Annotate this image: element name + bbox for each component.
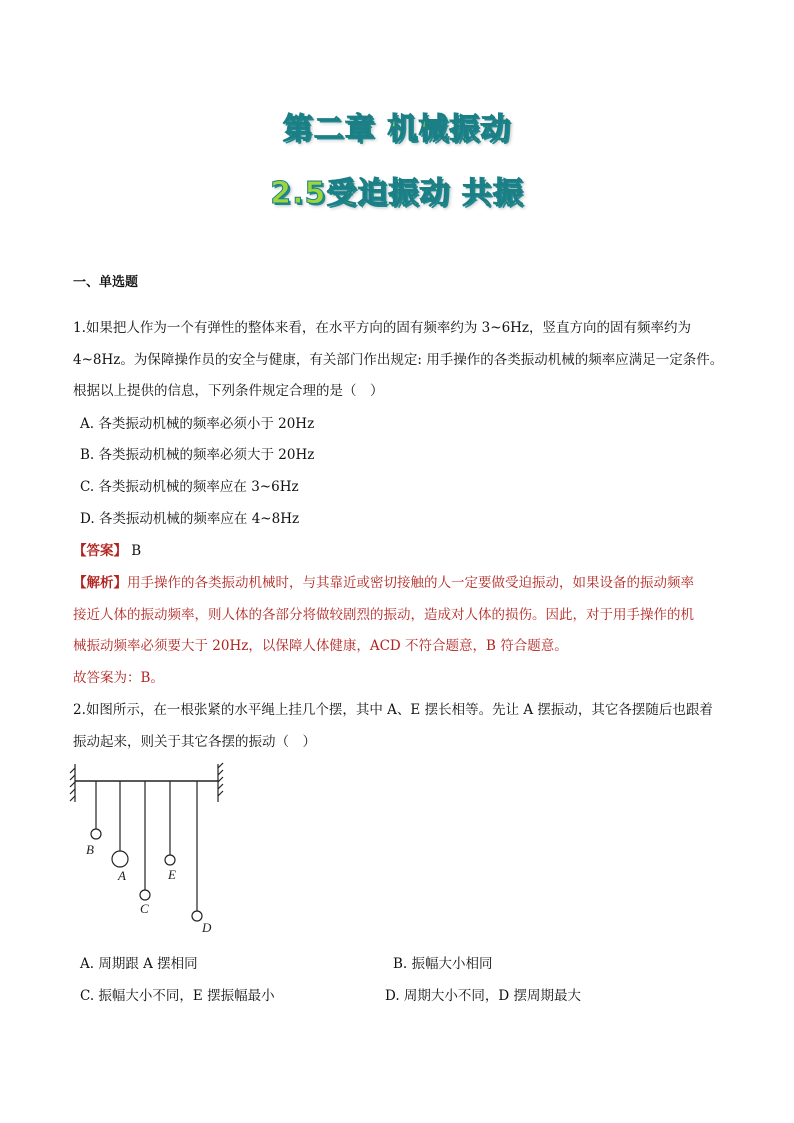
answer-value: B [127, 543, 142, 559]
q1-option-b: B. 各类振动机械的频率必须大于 20Hz [80, 447, 315, 463]
section-heading: 一、单选题 [73, 275, 139, 290]
pendulum-b-bob [91, 829, 101, 839]
label-e: E [168, 867, 176, 882]
left-wall-hatch [70, 768, 75, 801]
right-wall-hatch [218, 763, 223, 796]
chapter-title: 第二章 机械振动 [282, 112, 512, 147]
q1-analysis-line-1 [73, 571, 694, 591]
label-a: A [118, 868, 126, 883]
q1-stem-line-1: 1.如果把人作为一个有弹性的整体来看，在水平方向的固有频率约为 3~6Hz，竖直方向的固有频率约为 [73, 320, 692, 336]
pendulum-e-bob [165, 855, 175, 865]
q1-stem-line-3: 根据以上提供的信息，下列条件规定合理的是（ ） [73, 383, 384, 399]
q2-stem-line-1: 2.如图所示，在一根张紧的水平绳上挂几个摆，其中 A、E 摆长相等。先让 A 摆振动，其它各摆随后也跟着 [73, 702, 713, 718]
pendulum-a-bob [112, 851, 128, 867]
q1-analysis-line-2: 接近人体的振动频率，则人体的各部分将做较剧烈的振动，造成对人体的损伤。因此，对于用手操作的机 [73, 607, 694, 623]
label-c: C [140, 901, 149, 916]
q2-option-a: A. 周期跟 A 摆相同 [80, 956, 198, 972]
label-b: B [86, 842, 94, 857]
analysis-text-1: 用手操作的各类振动机械时，与其靠近或密切接触的人一定要做受迫振动，如果设备的振动频率 [127, 575, 694, 591]
q1-analysis-line-3: 械振动频率必须要大于 20Hz，以保障人体健康，ACD 不符合题意，B 符合题意。 [73, 638, 568, 654]
answer-label: 【答案】 [73, 543, 127, 559]
q1-conclusion: 故答案为：B。 [73, 670, 164, 686]
q1-option-d: D. 各类振动机械的频率应在 4~8Hz [80, 511, 300, 527]
q2-option-d: D. 周期大小不同，D 摆周期最大 [385, 988, 582, 1004]
analysis-label: 【解析】 [73, 575, 127, 591]
pendulum-d-bob [192, 911, 202, 921]
q2-option-c: C. 振幅大小不同，E 摆振幅最小 [80, 988, 275, 1004]
q1-option-c: C. 各类振动机械的频率应在 3~6Hz [80, 479, 299, 495]
q1-answer [73, 539, 141, 559]
q2-option-b: B. 振幅大小相同 [393, 956, 493, 972]
lesson-title: 2.5受迫振动 共振 [270, 176, 524, 211]
q1-option-a: A. 各类振动机械的频率必须小于 20Hz [80, 416, 315, 432]
q2-stem-line-2: 振动起来，则关于其它各摆的振动（ ） [73, 734, 316, 750]
q1-stem-line-2: 4~8Hz。为保障操作员的安全与健康，有关部门作出规定: 用手操作的各类振动机械的频率应满足一定条件。 [73, 352, 724, 368]
pendulum-c-bob [140, 890, 150, 900]
pendulum-diagram [68, 760, 238, 935]
label-d: D [202, 920, 212, 935]
